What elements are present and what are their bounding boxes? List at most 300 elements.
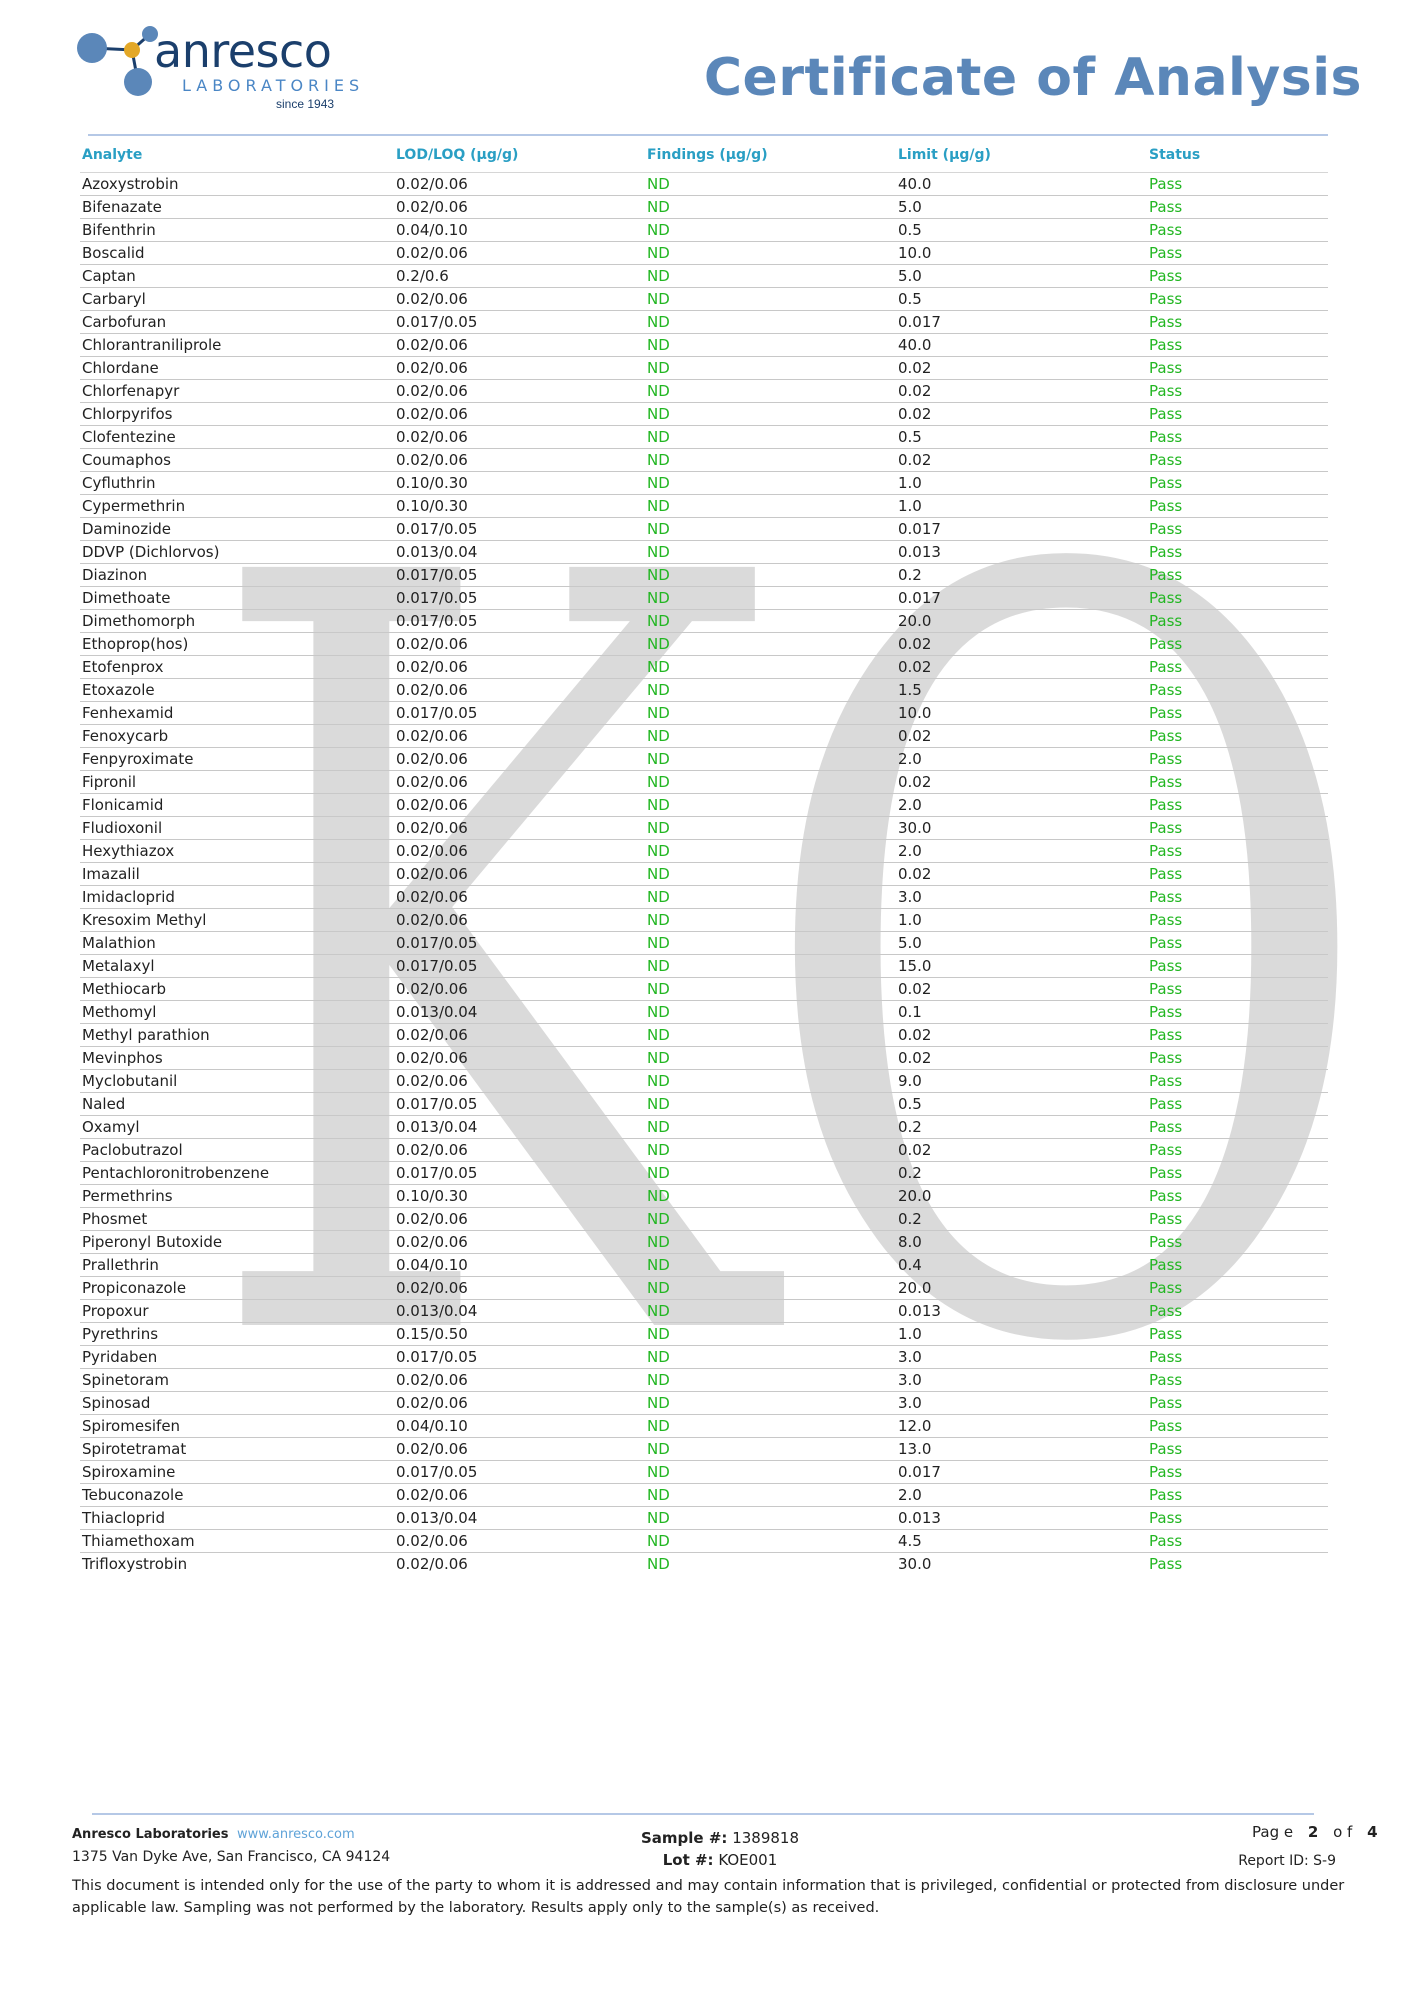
status-cell: Pass [1147, 1231, 1328, 1254]
limit-cell: 0.5 [896, 288, 1147, 311]
page-current: 2 [1307, 1823, 1319, 1841]
lod-loq-cell: 0.02/0.06 [394, 978, 645, 1001]
status-cell: Pass [1147, 1047, 1328, 1070]
col-header-lod-loq: LOD/LOQ (µg/g) [394, 138, 645, 173]
analyte-cell: Fenpyroximate [80, 748, 394, 771]
lab-website-link[interactable]: www.anresco.com [237, 1827, 355, 1842]
lod-loq-cell: 0.02/0.06 [394, 1392, 645, 1415]
analyte-cell: Azoxystrobin [80, 173, 394, 196]
status-cell: Pass [1147, 1392, 1328, 1415]
table-row [80, 1323, 1328, 1346]
table-row [80, 1277, 1328, 1300]
analyte-cell: Thiacloprid [80, 1507, 394, 1530]
table-row [80, 357, 1328, 380]
table-row [80, 1047, 1328, 1070]
table-row [80, 173, 1328, 196]
analyte-cell: Propoxur [80, 1300, 394, 1323]
limit-cell: 1.0 [896, 909, 1147, 932]
limit-cell: 12.0 [896, 1415, 1147, 1438]
limit-cell: 0.02 [896, 357, 1147, 380]
findings-cell: ND [645, 679, 896, 702]
status-cell: Pass [1147, 1507, 1328, 1530]
limit-cell: 10.0 [896, 242, 1147, 265]
table-row [80, 1530, 1328, 1553]
findings-cell: ND [645, 909, 896, 932]
limit-cell: 0.02 [896, 449, 1147, 472]
table-row [80, 1484, 1328, 1507]
table-row [80, 1346, 1328, 1369]
lot-value: KOE001 [718, 1851, 778, 1869]
table-row [80, 472, 1328, 495]
analyte-cell: Imazalil [80, 863, 394, 886]
status-cell: Pass [1147, 1277, 1328, 1300]
table-header [80, 138, 1328, 173]
table-row [80, 196, 1328, 219]
status-cell: Pass [1147, 978, 1328, 1001]
analyte-cell: Pyrethrins [80, 1323, 394, 1346]
limit-cell: 0.017 [896, 1461, 1147, 1484]
analyte-cell: Hexythiazox [80, 840, 394, 863]
findings-cell: ND [645, 1139, 896, 1162]
table-row [80, 748, 1328, 771]
limit-cell: 2.0 [896, 1484, 1147, 1507]
analyte-cell: Piperonyl Butoxide [80, 1231, 394, 1254]
status-cell: Pass [1147, 426, 1328, 449]
findings-cell: ND [645, 1070, 896, 1093]
lod-loq-cell: 0.02/0.06 [394, 1484, 645, 1507]
lod-loq-cell: 0.04/0.10 [394, 219, 645, 242]
analyte-cell: Fenoxycarb [80, 725, 394, 748]
table-row [80, 1438, 1328, 1461]
table-row [80, 1208, 1328, 1231]
findings-cell: ND [645, 219, 896, 242]
analyte-cell: Dimethomorph [80, 610, 394, 633]
findings-cell: ND [645, 1116, 896, 1139]
findings-cell: ND [645, 1024, 896, 1047]
analyte-cell: Malathion [80, 932, 394, 955]
findings-cell: ND [645, 1323, 896, 1346]
lod-loq-cell: 0.02/0.06 [394, 1369, 645, 1392]
status-cell: Pass [1147, 794, 1328, 817]
findings-cell: ND [645, 1047, 896, 1070]
lod-loq-cell: 0.02/0.06 [394, 679, 645, 702]
status-cell: Pass [1147, 334, 1328, 357]
lod-loq-cell: 0.017/0.05 [394, 587, 645, 610]
status-cell: Pass [1147, 518, 1328, 541]
lod-loq-cell: 0.04/0.10 [394, 1415, 645, 1438]
findings-cell: ND [645, 518, 896, 541]
table-row [80, 334, 1328, 357]
analyte-cell: Chlordane [80, 357, 394, 380]
lod-loq-cell: 0.02/0.06 [394, 909, 645, 932]
limit-cell: 0.02 [896, 1047, 1147, 1070]
lod-loq-cell: 0.017/0.05 [394, 955, 645, 978]
table-row [80, 817, 1328, 840]
status-cell: Pass [1147, 288, 1328, 311]
table-row [80, 311, 1328, 334]
table-row [80, 426, 1328, 449]
col-header-status: Status [1147, 138, 1328, 173]
limit-cell: 40.0 [896, 173, 1147, 196]
analyte-cell: Spinosad [80, 1392, 394, 1415]
findings-cell: ND [645, 817, 896, 840]
report-id: Report ID: S-9 [1238, 1853, 1336, 1869]
analyte-cell: Spiromesifen [80, 1415, 394, 1438]
lab-name-text: Anresco Laboratories [72, 1827, 229, 1842]
lod-loq-cell: 0.02/0.06 [394, 886, 645, 909]
findings-cell: ND [645, 173, 896, 196]
analyte-cell: Flonicamid [80, 794, 394, 817]
status-cell: Pass [1147, 587, 1328, 610]
limit-cell: 0.02 [896, 771, 1147, 794]
analyte-cell: Coumaphos [80, 449, 394, 472]
status-cell: Pass [1147, 173, 1328, 196]
limit-cell: 0.2 [896, 564, 1147, 587]
findings-cell: ND [645, 656, 896, 679]
lod-loq-cell: 0.02/0.06 [394, 1277, 645, 1300]
findings-cell: ND [645, 1530, 896, 1553]
limit-cell: 0.2 [896, 1116, 1147, 1139]
logo-wordmark: anresco [154, 24, 332, 78]
table-row [80, 1507, 1328, 1530]
table-row [80, 1553, 1328, 1576]
lod-loq-cell: 0.02/0.06 [394, 656, 645, 679]
findings-cell: ND [645, 1185, 896, 1208]
status-cell: Pass [1147, 1461, 1328, 1484]
limit-cell: 40.0 [896, 334, 1147, 357]
status-cell: Pass [1147, 449, 1328, 472]
sample-number [560, 1827, 880, 1849]
findings-cell: ND [645, 1369, 896, 1392]
analyte-cell: Prallethrin [80, 1254, 394, 1277]
analyte-cell: Bifenthrin [80, 219, 394, 242]
sample-label: Sample #: [641, 1829, 728, 1847]
limit-cell: 1.0 [896, 1323, 1147, 1346]
limit-cell: 0.017 [896, 587, 1147, 610]
lod-loq-cell: 0.02/0.06 [394, 863, 645, 886]
status-cell: Pass [1147, 1116, 1328, 1139]
limit-cell: 10.0 [896, 702, 1147, 725]
table-row [80, 1001, 1328, 1024]
status-cell: Pass [1147, 1024, 1328, 1047]
limit-cell: 0.4 [896, 1254, 1147, 1277]
limit-cell: 9.0 [896, 1070, 1147, 1093]
findings-cell: ND [645, 748, 896, 771]
limit-cell: 30.0 [896, 817, 1147, 840]
findings-cell: ND [645, 564, 896, 587]
findings-cell: ND [645, 1346, 896, 1369]
table-row [80, 955, 1328, 978]
status-cell: Pass [1147, 265, 1328, 288]
analyte-cell: Trifloxystrobin [82, 1555, 188, 1573]
lod-loq-cell: 0.013/0.04 [394, 1300, 645, 1323]
analyte-cell: Methyl parathion [80, 1024, 394, 1047]
lod-loq-cell: 0.017/0.05 [394, 702, 645, 725]
lod-loq-cell: 0.02/0.06 [394, 725, 645, 748]
status-cell: Pass [1147, 725, 1328, 748]
table-row [80, 1024, 1328, 1047]
col-header-findings: Findings (µg/g) [645, 138, 896, 173]
table-row [80, 1369, 1328, 1392]
analyte-cell: Thiamethoxam [80, 1530, 394, 1553]
findings-cell: ND [645, 725, 896, 748]
findings-cell: ND [647, 1555, 670, 1573]
limit-cell: 0.017 [896, 518, 1147, 541]
col-header-limit: Limit (µg/g) [896, 138, 1147, 173]
table-row [80, 518, 1328, 541]
lod-loq-cell: 0.02/0.06 [394, 334, 645, 357]
lod-loq-cell: 0.15/0.50 [394, 1323, 645, 1346]
status-cell: Pass [1147, 1323, 1328, 1346]
lod-loq-cell: 0.02/0.06 [394, 426, 645, 449]
status-cell: Pass [1147, 702, 1328, 725]
findings-cell: ND [645, 311, 896, 334]
findings-cell: ND [645, 610, 896, 633]
findings-cell: ND [645, 771, 896, 794]
analyte-cell: Cyfluthrin [80, 472, 394, 495]
limit-cell: 0.5 [896, 219, 1147, 242]
limit-cell: 0.017 [896, 311, 1147, 334]
lod-loq-cell: 0.02/0.06 [394, 173, 645, 196]
analyte-cell: Permethrins [80, 1185, 394, 1208]
limit-cell: 3.0 [896, 1392, 1147, 1415]
analyte-cell: Ethoprop(hos) [80, 633, 394, 656]
analyte-cell: Propiconazole [80, 1277, 394, 1300]
status-cell: Pass [1147, 219, 1328, 242]
lab-address: 1375 Van Dyke Ave, San Francisco, CA 94124 [72, 1849, 391, 1865]
limit-cell: 3.0 [896, 1346, 1147, 1369]
pesticide-results-table [80, 138, 1328, 1575]
analyte-cell: Fenhexamid [80, 702, 394, 725]
findings-cell: ND [645, 1208, 896, 1231]
page-footer [0, 1815, 1414, 2000]
logo-subtitle: LABORATORIES [182, 76, 365, 95]
lod-loq-cell: 0.02/0.06 [394, 1024, 645, 1047]
table-row [80, 978, 1328, 1001]
status-cell: Pass [1147, 771, 1328, 794]
limit-cell: 0.1 [896, 1001, 1147, 1024]
status-cell: Pass [1147, 932, 1328, 955]
status-cell: Pass [1147, 1369, 1328, 1392]
analyte-cell: Pentachloronitrobenzene [80, 1162, 394, 1185]
status-cell: Pass [1147, 472, 1328, 495]
table-header-row [80, 138, 1328, 173]
logo-since: since 1943 [276, 97, 335, 111]
status-cell: Pass [1147, 1162, 1328, 1185]
limit-cell: 2.0 [896, 794, 1147, 817]
status-cell: Pass [1147, 748, 1328, 771]
table-row [80, 610, 1328, 633]
lod-loq-cell: 0.013/0.04 [394, 1001, 645, 1024]
table-row [80, 932, 1328, 955]
analyte-cell: DDVP (Dichlorvos) [80, 541, 394, 564]
limit-cell: 8.0 [896, 1231, 1147, 1254]
analyte-cell: Tebuconazole [80, 1484, 394, 1507]
table-row [80, 1231, 1328, 1254]
limit-cell: 0.02 [896, 978, 1147, 1001]
lod-loq-cell: 0.017/0.05 [394, 564, 645, 587]
analyte-cell: Imidacloprid [80, 886, 394, 909]
page-header [0, 0, 1414, 135]
analyte-cell: Spiroxamine [80, 1461, 394, 1484]
lod-loq-cell: 0.02/0.06 [394, 1530, 645, 1553]
lod-loq-cell: 0.02/0.06 [394, 1208, 645, 1231]
findings-cell: ND [645, 1507, 896, 1530]
analyte-cell: Pyridaben [80, 1346, 394, 1369]
status-cell: Pass [1147, 196, 1328, 219]
anresco-logo [74, 24, 394, 116]
limit-cell: 0.013 [896, 1507, 1147, 1530]
findings-cell: ND [645, 1162, 896, 1185]
limit-cell: 3.0 [896, 886, 1147, 909]
lod-loq-cell: 0.02/0.06 [394, 196, 645, 219]
limit-cell: 0.5 [896, 1093, 1147, 1116]
legal-disclaimer: This document is intended only for the use of the party to whom it is addressed and may contain information that is privileged, confidential or protected from disclosure under applicable law. Sampling was not performed by the laboratory. Results apply only to the sample(s) as received. [72, 1878, 1345, 1916]
lod-loq-cell: 0.10/0.30 [394, 1185, 645, 1208]
lod-loq-cell: 0.02/0.06 [394, 1047, 645, 1070]
table-row [80, 863, 1328, 886]
limit-cell: 0.02 [896, 1024, 1147, 1047]
analyte-cell: Chlorantraniliprole [80, 334, 394, 357]
status-cell: Pass [1149, 1555, 1183, 1573]
lod-loq-cell: 0.02/0.06 [394, 1438, 645, 1461]
analyte-cell: Dimethoate [80, 587, 394, 610]
limit-cell: 20.0 [896, 1277, 1147, 1300]
table-row [80, 1139, 1328, 1162]
limit-cell: 0.02 [896, 656, 1147, 679]
lod-loq-cell: 0.02/0.06 [394, 748, 645, 771]
limit-cell: 3.0 [896, 1369, 1147, 1392]
status-cell: Pass [1147, 633, 1328, 656]
status-cell: Pass [1147, 679, 1328, 702]
status-cell: Pass [1147, 1346, 1328, 1369]
status-cell: Pass [1147, 909, 1328, 932]
table-row [80, 449, 1328, 472]
limit-cell: 0.02 [896, 403, 1147, 426]
status-cell: Pass [1147, 1001, 1328, 1024]
analyte-cell: Boscalid [80, 242, 394, 265]
limit-cell: 0.02 [896, 725, 1147, 748]
table-row [80, 1392, 1328, 1415]
lod-loq-cell: 0.02/0.06 [394, 242, 645, 265]
analyte-cell: Etofenprox [80, 656, 394, 679]
lod-loq-cell: 0.02/0.06 [394, 357, 645, 380]
findings-cell: ND [645, 633, 896, 656]
table-row [80, 495, 1328, 518]
molecule-icon [74, 24, 164, 104]
lod-loq-cell: 0.2/0.6 [394, 265, 645, 288]
findings-cell: ND [645, 1001, 896, 1024]
analyte-cell: Chlorpyrifos [80, 403, 394, 426]
analyte-cell: Fludioxonil [80, 817, 394, 840]
findings-cell: ND [645, 1093, 896, 1116]
analyte-cell: Myclobutanil [80, 1070, 394, 1093]
status-cell: Pass [1147, 495, 1328, 518]
findings-cell: ND [645, 380, 896, 403]
lod-loq-cell: 0.02/0.06 [394, 1231, 645, 1254]
findings-cell: ND [645, 196, 896, 219]
lod-loq-cell: 0.017/0.05 [394, 518, 645, 541]
sample-info [560, 1827, 880, 1871]
lod-loq-cell: 0.02/0.06 [394, 449, 645, 472]
analyte-cell: Spirotetramat [80, 1438, 394, 1461]
analyte-cell: Methiocarb [80, 978, 394, 1001]
status-cell: Pass [1147, 1185, 1328, 1208]
table-row [80, 886, 1328, 909]
table-row [80, 633, 1328, 656]
findings-cell: ND [645, 1484, 896, 1507]
table-row [80, 541, 1328, 564]
table-row [80, 288, 1328, 311]
page-word: Pag e [1252, 1823, 1294, 1841]
status-cell: Pass [1147, 610, 1328, 633]
limit-cell: 4.5 [896, 1530, 1147, 1553]
col-header-analyte: Analyte [80, 138, 394, 173]
analyte-cell: Mevinphos [80, 1047, 394, 1070]
analyte-cell: Etoxazole [80, 679, 394, 702]
table-row [80, 679, 1328, 702]
lod-loq-cell: 0.017/0.05 [394, 1346, 645, 1369]
status-cell: Pass [1147, 1070, 1328, 1093]
lod-loq-cell: 0.04/0.10 [394, 1254, 645, 1277]
page-number [1252, 1823, 1378, 1841]
limit-cell: 5.0 [896, 932, 1147, 955]
lod-loq-cell: 0.017/0.05 [394, 1093, 645, 1116]
analyte-cell: Oxamyl [80, 1116, 394, 1139]
status-cell: Pass [1147, 564, 1328, 587]
lod-loq-cell: 0.10/0.30 [394, 495, 645, 518]
lod-loq-cell: 0.017/0.05 [394, 932, 645, 955]
lod-loq-cell: 0.017/0.05 [394, 1461, 645, 1484]
status-cell: Pass [1147, 1093, 1328, 1116]
table-row [80, 1461, 1328, 1484]
lod-loq-cell: 0.017/0.05 [394, 610, 645, 633]
limit-cell: 0.2 [896, 1162, 1147, 1185]
lod-loq-cell: 0.02/0.06 [394, 380, 645, 403]
findings-cell: ND [645, 1277, 896, 1300]
limit-cell: 1.5 [896, 679, 1147, 702]
limit-cell: 0.013 [896, 541, 1147, 564]
table-row [80, 1162, 1328, 1185]
findings-cell: ND [645, 840, 896, 863]
analyte-cell: Captan [80, 265, 394, 288]
lod-loq-cell: 0.02/0.06 [394, 633, 645, 656]
lot-label: Lot #: [662, 1851, 714, 1869]
status-cell: Pass [1147, 1438, 1328, 1461]
analyte-cell: Diazinon [80, 564, 394, 587]
header-divider [88, 134, 1328, 136]
table-row [80, 725, 1328, 748]
table-row [80, 656, 1328, 679]
findings-cell: ND [645, 1254, 896, 1277]
status-cell: Pass [1147, 403, 1328, 426]
lod-loq-cell: 0.02/0.06 [396, 1555, 468, 1573]
findings-cell: ND [645, 1300, 896, 1323]
findings-cell: ND [645, 403, 896, 426]
status-cell: Pass [1147, 1415, 1328, 1438]
limit-cell: 0.02 [896, 1139, 1147, 1162]
status-cell: Pass [1147, 656, 1328, 679]
lod-loq-cell: 0.02/0.06 [394, 288, 645, 311]
findings-cell: ND [645, 541, 896, 564]
limit-cell: 2.0 [896, 840, 1147, 863]
lod-loq-cell: 0.02/0.06 [394, 794, 645, 817]
limit-cell: 20.0 [896, 610, 1147, 633]
status-cell: Pass [1147, 955, 1328, 978]
analyte-cell: Cypermethrin [80, 495, 394, 518]
lod-loq-cell: 0.013/0.04 [394, 1116, 645, 1139]
table-row [80, 1415, 1328, 1438]
